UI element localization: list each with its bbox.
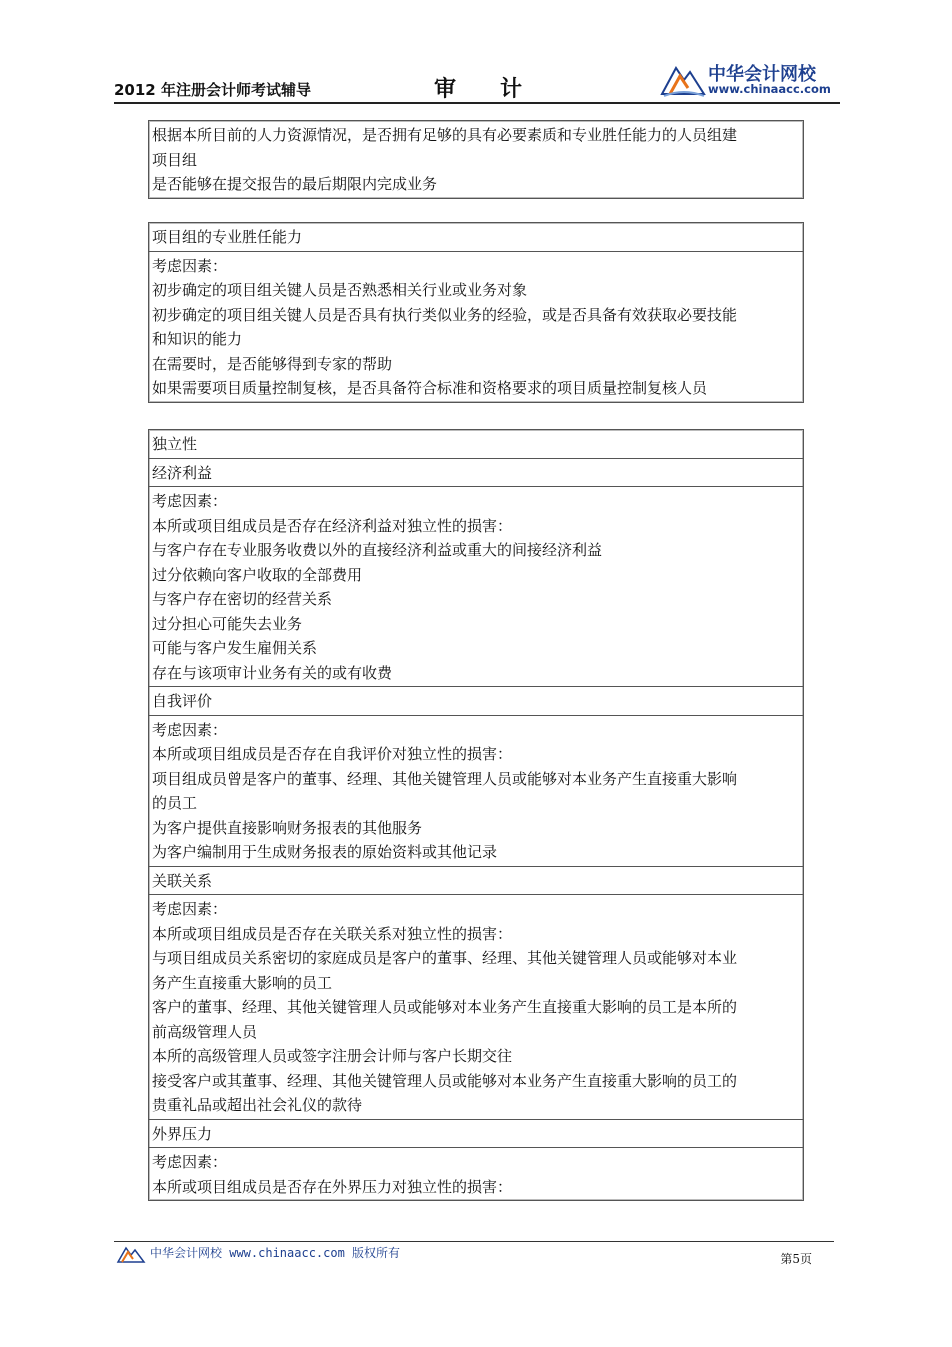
- text-line: 根据本所目前的人力资源情况，是否拥有足够的具有必要素质和专业胜任能力的人员组建: [152, 126, 738, 144]
- subsection-title-cell: [149, 686, 803, 715]
- text-line: 的员工: [152, 794, 198, 812]
- text-line: 项目组: [152, 150, 198, 169]
- logo-mountain-icon: [660, 58, 706, 98]
- subsection-title: 外界压力: [152, 1124, 213, 1143]
- chinaacc-logo: [660, 58, 840, 100]
- text-line: 过分担心可能失去业务: [152, 614, 303, 633]
- text-line: 项目组成员曾是客户的董事、经理、其他关键管理人员或能够对本业务产生直接重大影响: [152, 769, 738, 788]
- text-line: 初步确定的项目组关键人员是否具有执行类似业务的经验，或是否具备有效获取必要技能: [152, 305, 738, 324]
- text-line: 存在与该项审计业务有关的或有收费: [152, 663, 393, 682]
- text-line: 与客户存在密切的经营关系: [152, 590, 333, 608]
- subsection-body-cell: [149, 486, 803, 686]
- resource-cell: [149, 121, 803, 198]
- page-number: 第5页: [780, 1252, 812, 1266]
- section-title-cell: [149, 430, 803, 458]
- subsection-title: 经济利益: [152, 463, 213, 482]
- logo-name: 中华会计网校: [708, 64, 816, 85]
- subsection-title: 自我评价: [152, 692, 213, 710]
- subsection-title-cell: [149, 1119, 803, 1148]
- text-line: 考虑因素：: [152, 492, 228, 510]
- text-line: 和知识的能力: [152, 330, 243, 348]
- footer-copyright: 中华会计网校 www.chinaacc.com 版权所有: [150, 1246, 401, 1260]
- text-line: 如果需要项目质量控制复核，是否具备符合标准和资格要求的项目质量控制复核人员: [152, 379, 708, 397]
- text-line: 务产生直接重大影响的员工: [152, 973, 333, 992]
- footer-divider: [114, 1241, 834, 1242]
- header-divider: [114, 102, 840, 104]
- subsection-body-cell: [149, 1147, 803, 1200]
- text-line: 客户的董事、经理、其他关键管理人员或能够对本业务产生直接重大影响的员工是本所的: [152, 998, 738, 1016]
- text-line: 本所的高级管理人员或签字注册会计师与客户长期交往: [152, 1047, 513, 1065]
- text-line: 本所或项目组成员是否存在自我评价对独立性的损害：: [152, 745, 513, 763]
- text-line: 与客户存在专业服务收费以外的直接经济利益或重大的间接经济利益: [152, 541, 603, 559]
- section-title: 独立性: [152, 435, 198, 453]
- course-title: 2012 年注册会计师考试辅导: [114, 81, 311, 99]
- text-line: 考虑因素：: [152, 720, 228, 739]
- subsection-title-cell: [149, 458, 803, 487]
- competence-table: [148, 222, 804, 403]
- subsection-body-cell: [149, 894, 803, 1119]
- logo-url: www.chinaacc.com: [708, 82, 831, 96]
- subsection-title: 关联关系: [152, 871, 213, 890]
- text-line: 在需要时，是否能够得到专家的帮助: [152, 354, 393, 373]
- text-line: 为客户提供直接影响财务报表的其他服务: [152, 818, 423, 837]
- text-line: 是否能够在提交报告的最后期限内完成业务: [152, 175, 438, 193]
- text-line: 考虑因素：: [152, 256, 228, 275]
- text-line: 前高级管理人员: [152, 1022, 258, 1041]
- footer-logo-icon: [116, 1242, 146, 1264]
- subsection-body-cell: [149, 715, 803, 866]
- independence-table: [148, 429, 804, 1201]
- resource-table: [148, 120, 804, 199]
- text-line: 考虑因素：: [152, 1153, 228, 1171]
- text-line: 过分依赖向客户收取的全部费用: [152, 565, 363, 584]
- text-line: 为客户编制用于生成财务报表的原始资料或其他记录: [152, 843, 498, 861]
- section-title-cell: [149, 223, 803, 251]
- text-line: 本所或项目组成员是否存在外界压力对独立性的损害：: [152, 1177, 513, 1196]
- section-body-cell: [149, 251, 803, 402]
- page-footer: [114, 1238, 834, 1268]
- subject-title: 审计: [434, 77, 567, 102]
- text-line: 接受客户或其董事、经理、其他关键管理人员或能够对本业务产生直接重大影响的员工的: [152, 1071, 738, 1090]
- text-line: 贵重礼品或超出社会礼仪的款待: [152, 1096, 363, 1114]
- text-line: 本所或项目组成员是否存在经济利益对独立性的损害：: [152, 516, 513, 535]
- section-title: 项目组的专业胜任能力: [152, 228, 303, 246]
- page-header: [114, 58, 840, 104]
- text-line: 与项目组成员关系密切的家庭成员是客户的董事、经理、其他关键管理人员或能够对本业: [152, 949, 738, 967]
- subsection-title-cell: [149, 866, 803, 895]
- text-line: 初步确定的项目组关键人员是否熟悉相关行业或业务对象: [152, 281, 528, 299]
- text-line: 本所或项目组成员是否存在关联关系对独立性的损害：: [152, 924, 513, 943]
- text-line: 考虑因素：: [152, 900, 228, 918]
- text-line: 可能与客户发生雇佣关系: [152, 639, 318, 657]
